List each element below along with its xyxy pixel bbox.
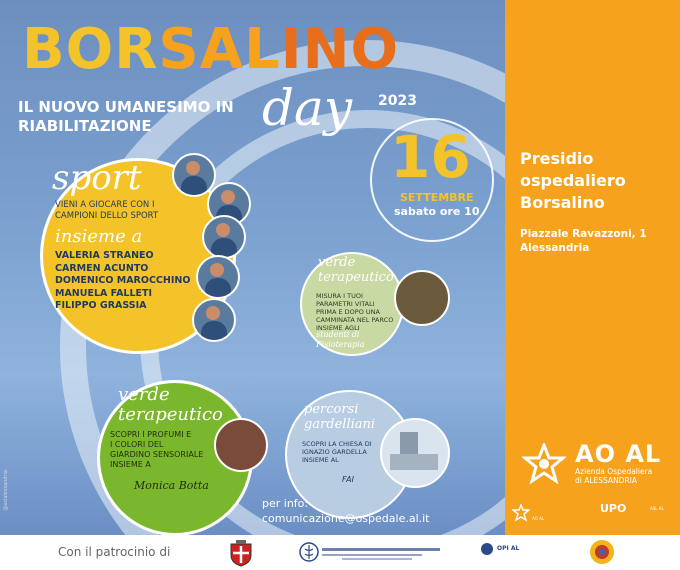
title-year: 2023 xyxy=(378,93,417,109)
verde2-text-line: GIARDINO SENSORIALE xyxy=(110,450,204,459)
location-address xyxy=(520,227,670,255)
title-part-sal: SAL xyxy=(158,17,281,82)
verde-students xyxy=(316,330,365,350)
date-day: 16 xyxy=(390,123,471,191)
mini-logo-aoal: AO AL xyxy=(532,516,545,521)
athlete-name: FILIPPO GRASSIA xyxy=(55,300,147,311)
percorsi-description xyxy=(302,440,382,464)
verde-description-2 xyxy=(110,430,230,470)
info-label: per info: xyxy=(262,497,309,510)
photo-credit: @aslalessandria xyxy=(3,470,9,511)
date-time: sabato ore 10 xyxy=(394,205,480,218)
verde-description-1 xyxy=(316,292,396,332)
info-email-link[interactable]: comunicazione@ospedale.al.it xyxy=(262,512,430,525)
verde-photo-1 xyxy=(394,270,450,326)
verde-students-line-2: Fisioterapia xyxy=(316,340,365,349)
verde-title-2 xyxy=(118,385,223,425)
sport-insieme: insieme a xyxy=(55,226,143,247)
partner-logos xyxy=(510,502,678,526)
verde1-text-line: PARAMETRI VITALI xyxy=(316,300,375,308)
title-part-bor: BOR xyxy=(22,17,159,82)
verde-guest-name: Monica Botta xyxy=(134,479,209,492)
opi-logo-text: OPI AL xyxy=(497,545,520,552)
medici-order-text-logo xyxy=(322,546,442,562)
mini-logo-asl: ASL AL xyxy=(650,506,664,511)
patrocinio-label: Con il patrocinio di xyxy=(58,545,171,559)
aoal-sub-line-1: Azienda Ospedaliera xyxy=(575,467,653,476)
verde2-text-line: SCOPRI I PROFUMI E xyxy=(110,430,192,439)
verde-title-1-line-2: terapeutico xyxy=(318,270,394,285)
percorsi-title xyxy=(304,402,375,432)
address-line-1: Piazzale Ravazzoni, 1 xyxy=(520,228,647,240)
sport-text-line-2: CAMPIONI DELLO SPORT xyxy=(55,211,159,221)
medici-order-icon xyxy=(298,541,320,563)
percorsi-text-line: SCOPRI LA CHIESA DI xyxy=(302,440,372,448)
poster-title xyxy=(22,18,399,82)
athlete-photo xyxy=(196,255,240,299)
subtitle xyxy=(18,98,278,136)
athlete-name: VALERIA STRANEO xyxy=(55,250,154,261)
date-month: SETTEMBRE xyxy=(400,191,474,204)
verde2-text-line: I COLORI DEL xyxy=(110,440,164,449)
verde1-text-line: MISURA I TUOI xyxy=(316,292,363,300)
sport-description xyxy=(55,200,205,222)
location-line-2: ospedaliero xyxy=(520,171,626,190)
location-name xyxy=(520,148,670,214)
athlete-photo xyxy=(172,153,216,197)
subtitle-line-1: IL NUOVO UMANESIMO IN xyxy=(18,98,234,116)
sport-text-line-1: VIENI A GIOCARE CON I xyxy=(55,200,155,210)
athlete-name: DOMENICO MAROCCHINO xyxy=(55,275,191,286)
athlete-name: CARMEN ACUNTO xyxy=(55,262,149,274)
verde2-text-line: INSIEME A xyxy=(110,460,151,469)
athlete-name: MANUELA FALLETI xyxy=(55,287,153,299)
mini-aoal-icon xyxy=(512,504,530,522)
verde1-text-line: PRIMA E DOPO UNA xyxy=(316,308,380,316)
percorsi-title-line-1: percorsi xyxy=(304,402,359,417)
fai-label: FAI xyxy=(342,475,354,484)
mini-logo-upo: UPO xyxy=(600,502,627,515)
percorsi-title-line-2: gardelliani xyxy=(304,417,376,432)
sport-title: sport xyxy=(52,158,142,198)
subtitle-line-2: RIABILITAZIONE xyxy=(18,117,152,135)
aoal-sub-line-2: di ALESSANDRIA xyxy=(575,476,638,485)
verde-students-line-1: studenti di xyxy=(316,330,360,339)
city-crest-icon xyxy=(228,539,254,567)
church-building xyxy=(390,454,438,470)
location-line-1: Presidio xyxy=(520,149,594,168)
opi-icon xyxy=(480,542,494,556)
percorsi-text-line: IGNAZIO GARDELLA xyxy=(302,448,367,456)
aoal-star-icon xyxy=(522,443,566,487)
verde-title-1-line-1: verde xyxy=(318,255,356,270)
aoal-logo-text: AO AL xyxy=(575,440,662,468)
percorsi-text-line: INSIEME AL xyxy=(302,456,339,464)
title-part-ino: INO xyxy=(280,17,400,82)
athlete-names xyxy=(55,250,190,313)
athlete-photo xyxy=(192,298,236,342)
verde1-text-line: CAMMINATA NEL PARCO xyxy=(316,316,394,324)
verde-title-2-line-2: terapeutico xyxy=(118,404,223,425)
verde-title-1 xyxy=(318,255,394,285)
location-line-3: Borsalino xyxy=(520,193,605,212)
verde-photo-2 xyxy=(214,418,268,472)
verde-title-2-line-1: verde xyxy=(118,384,170,405)
title-day: day xyxy=(262,79,353,137)
foundation-logo-icon xyxy=(588,538,616,566)
athlete-photo xyxy=(202,215,246,259)
aoal-subtitle xyxy=(575,467,652,485)
church-photo xyxy=(380,418,450,488)
verde1-text-line: INSIEME AGLI xyxy=(316,324,360,332)
address-line-2: Alessandria xyxy=(520,242,590,254)
